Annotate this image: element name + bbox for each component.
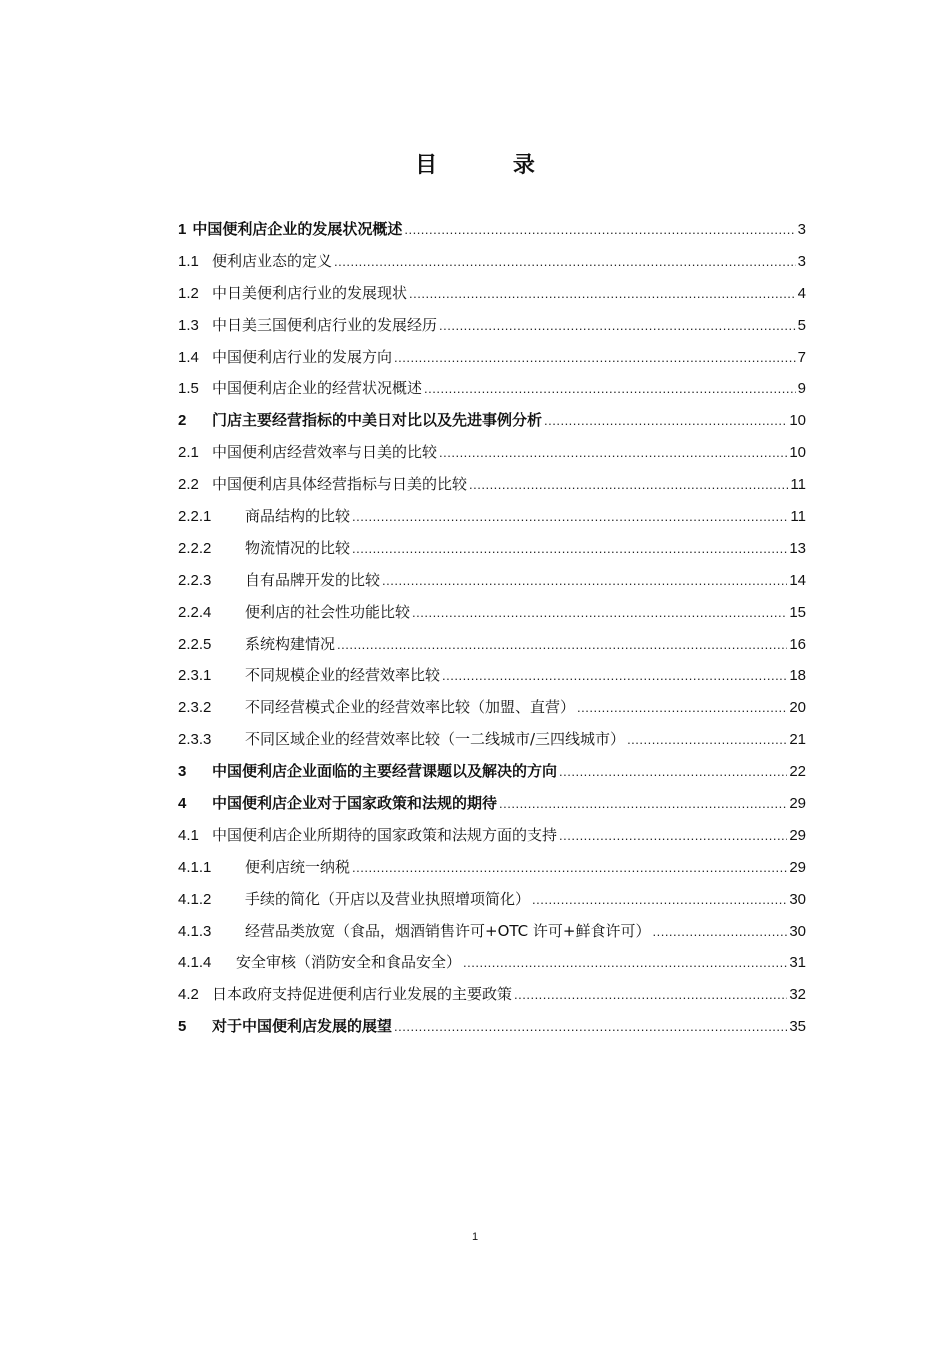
- toc-entry[interactable]: [178, 377, 806, 409]
- toc-entry-number: 2: [178, 412, 187, 430]
- toc-dot-leader: [409, 286, 796, 301]
- toc-entry[interactable]: [178, 633, 806, 665]
- toc-entry[interactable]: [178, 824, 806, 856]
- toc-dot-leader: [352, 860, 787, 875]
- toc-dot-leader: [442, 668, 787, 683]
- toc-entry[interactable]: [178, 505, 806, 537]
- toc-entry-page: 3: [797, 221, 806, 238]
- toc-entry-page: 22: [789, 763, 806, 781]
- toc-entry[interactable]: [178, 218, 806, 250]
- toc-entry-number: 2.3.3: [178, 731, 212, 749]
- toc-entry[interactable]: [178, 888, 806, 920]
- toc-dot-leader: [559, 764, 787, 779]
- toc-dot-leader: [404, 222, 795, 237]
- toc-entry-number: 1.4: [178, 348, 199, 366]
- toc-entry[interactable]: [178, 473, 806, 505]
- toc-entry-page: 29: [789, 826, 806, 844]
- toc-entry[interactable]: [178, 441, 806, 473]
- toc-entry[interactable]: [178, 664, 806, 696]
- toc-entry-number: 3: [178, 763, 187, 781]
- toc-entry-title: 中国便利店企业对于国家政策和法规的期待: [212, 794, 498, 813]
- toc-entry-number: 4.2: [178, 986, 199, 1004]
- toc-entry-number: 2.3.2: [178, 699, 212, 717]
- toc-dot-leader: [352, 509, 788, 524]
- toc-dot-leader: [439, 445, 787, 460]
- toc-entry-number: 2.2: [178, 476, 199, 494]
- toc-entry-number: 2.1: [178, 444, 199, 462]
- toc-entry-number: 1.1: [178, 252, 199, 270]
- toc-entry-page: 30: [789, 922, 806, 940]
- toc-entry-number: 2.2.5: [178, 635, 212, 653]
- toc-entry-title: 中日美便利店行业的发展现状: [212, 283, 408, 302]
- toc-entry-page: 13: [789, 539, 806, 557]
- toc-entry-number: 1: [178, 221, 187, 238]
- toc-entry-title: 不同规模企业的经营效率比较: [245, 666, 441, 685]
- toc-entry[interactable]: [178, 409, 806, 441]
- toc-entry[interactable]: [178, 314, 806, 346]
- toc-entry-number: 1.2: [178, 284, 199, 302]
- toc-entry-title: 便利店业态的定义: [212, 251, 333, 270]
- toc-entry-title: 中国便利店企业的经营状况概述: [212, 379, 423, 398]
- toc-dot-leader: [439, 318, 796, 333]
- toc-entry-number: 1.5: [178, 380, 199, 398]
- toc-dot-leader: [577, 700, 787, 715]
- toc-dot-leader: [352, 541, 787, 556]
- toc-entry[interactable]: [178, 951, 806, 983]
- toc-entry-page: 20: [789, 699, 806, 717]
- toc-entry-title: 物流情况的比较: [245, 538, 351, 557]
- toc-entry-page: 10: [789, 444, 806, 462]
- toc-entry[interactable]: [178, 920, 806, 952]
- toc-entry[interactable]: [178, 537, 806, 569]
- toc-entry-title: 商品结构的比较: [245, 507, 351, 526]
- toc-entry[interactable]: [178, 250, 806, 282]
- toc-entry-number: 2.3.1: [178, 667, 212, 685]
- toc-dot-leader: [463, 955, 787, 970]
- toc-entry-title: 中国便利店企业的发展状况概述: [192, 220, 403, 238]
- toc-entry[interactable]: [178, 569, 806, 601]
- toc-entry-page: 18: [789, 667, 806, 685]
- toc-entry[interactable]: [178, 1015, 806, 1047]
- toc-entry-title: 门店主要经营指标的中美日对比以及先进事例分析: [212, 411, 543, 430]
- toc-dot-leader: [652, 924, 787, 939]
- toc-entry[interactable]: [178, 856, 806, 888]
- toc-dot-leader: [532, 892, 787, 907]
- toc-entry-page: 9: [797, 380, 806, 398]
- toc-entry-page: 35: [789, 1018, 806, 1036]
- toc-entry-number: 2.2.3: [178, 571, 212, 589]
- toc-entry-page: 15: [789, 603, 806, 621]
- toc-entry-number: 4.1.4: [178, 954, 212, 972]
- toc-entry-number: 2.2.4: [178, 603, 212, 621]
- toc-entry-title: 安全审核（消防安全和食品安全）: [236, 953, 462, 972]
- toc-entry-page: 10: [789, 412, 806, 430]
- toc-entry[interactable]: [178, 282, 806, 314]
- toc-entry[interactable]: [178, 346, 806, 378]
- toc-entry-number: 4.1.2: [178, 890, 212, 908]
- toc-entry-number: 4.1.1: [178, 858, 212, 876]
- toc-entry-title: 中国便利店行业的发展方向: [212, 347, 393, 366]
- toc-entry-number: 4.1.3: [178, 922, 212, 940]
- page-title: 目 录: [415, 152, 569, 178]
- toc-entry-number: 4: [178, 795, 187, 813]
- toc-entry-page: 31: [789, 954, 806, 972]
- toc-entry-page: 3: [797, 252, 806, 270]
- toc-entry-page: 32: [789, 986, 806, 1004]
- toc-entry[interactable]: [178, 983, 806, 1015]
- toc-entry-number: 2.2.2: [178, 539, 212, 557]
- toc-dot-leader: [469, 477, 788, 492]
- toc-entry-page: 4: [797, 284, 806, 302]
- toc-entry-number: 4.1: [178, 826, 199, 844]
- toc-dot-leader: [412, 605, 787, 620]
- toc-entry-page: 29: [789, 795, 806, 813]
- toc-dot-leader: [627, 732, 787, 747]
- toc-entry-title: 便利店统一纳税: [245, 857, 351, 876]
- toc-entry-title: 便利店的社会性功能比较: [245, 602, 411, 621]
- toc-dot-leader: [514, 987, 787, 1002]
- toc-entry-title: 经营品类放宽（食品，烟酒销售许可+OTC 许可+鲜食许可）: [245, 921, 651, 940]
- footer-page-number: 1: [471, 1231, 479, 1243]
- toc-entry-title: 中国便利店企业所期待的国家政策和法规方面的支持: [212, 825, 558, 844]
- toc-entry-title: 系统构建情况: [245, 634, 336, 653]
- toc-entry-page: 5: [797, 316, 806, 334]
- toc-entry-title: 手续的简化（开店以及营业执照增项简化）: [245, 889, 531, 908]
- toc-entry-title: 对于中国便利店发展的展望: [212, 1017, 393, 1036]
- toc-entry-title: 中国便利店具体经营指标与日美的比较: [212, 475, 468, 494]
- toc-entry[interactable]: [178, 792, 806, 824]
- toc-dot-leader: [394, 350, 796, 365]
- toc-entry-page: 7: [797, 348, 806, 366]
- toc-entry[interactable]: [178, 601, 806, 633]
- toc-dot-leader: [424, 381, 796, 396]
- toc-entry-title: 日本政府支持促进便利店行业发展的主要政策: [212, 985, 513, 1004]
- toc-entry-title: 中国便利店企业面临的主要经营课题以及解决的方向: [212, 762, 558, 781]
- table-of-contents: [178, 218, 806, 1047]
- toc-dot-leader: [334, 254, 796, 269]
- toc-dot-leader: [559, 828, 787, 843]
- toc-entry-number: 2.2.1: [178, 508, 212, 526]
- toc-entry-page: 21: [789, 731, 806, 749]
- toc-entry-page: 30: [789, 890, 806, 908]
- toc-entry-title: 中国便利店经营效率与日美的比较: [212, 443, 438, 462]
- toc-dot-leader: [394, 1019, 787, 1034]
- toc-entry-number: 1.3: [178, 316, 199, 334]
- toc-dot-leader: [382, 573, 787, 588]
- toc-entry[interactable]: [178, 760, 806, 792]
- toc-dot-leader: [499, 796, 787, 811]
- toc-entry-title: 中日美三国便利店行业的发展经历: [212, 315, 438, 334]
- toc-entry-title: 自有品牌开发的比较: [245, 570, 381, 589]
- toc-entry-number: 5: [178, 1018, 187, 1036]
- toc-entry-page: 11: [790, 476, 806, 494]
- toc-entry-page: 14: [789, 571, 806, 589]
- toc-entry-page: 16: [789, 635, 806, 653]
- toc-entry[interactable]: [178, 696, 806, 728]
- toc-entry[interactable]: [178, 728, 806, 760]
- toc-entry-page: 29: [789, 858, 806, 876]
- toc-entry-title: 不同经营模式企业的经营效率比较（加盟、直营）: [245, 698, 576, 717]
- toc-dot-leader: [337, 637, 787, 652]
- toc-dot-leader: [544, 413, 787, 428]
- toc-entry-title: 不同区域企业的经营效率比较（一二线城市/三四线城市）: [245, 730, 626, 749]
- toc-entry-page: 11: [790, 508, 806, 526]
